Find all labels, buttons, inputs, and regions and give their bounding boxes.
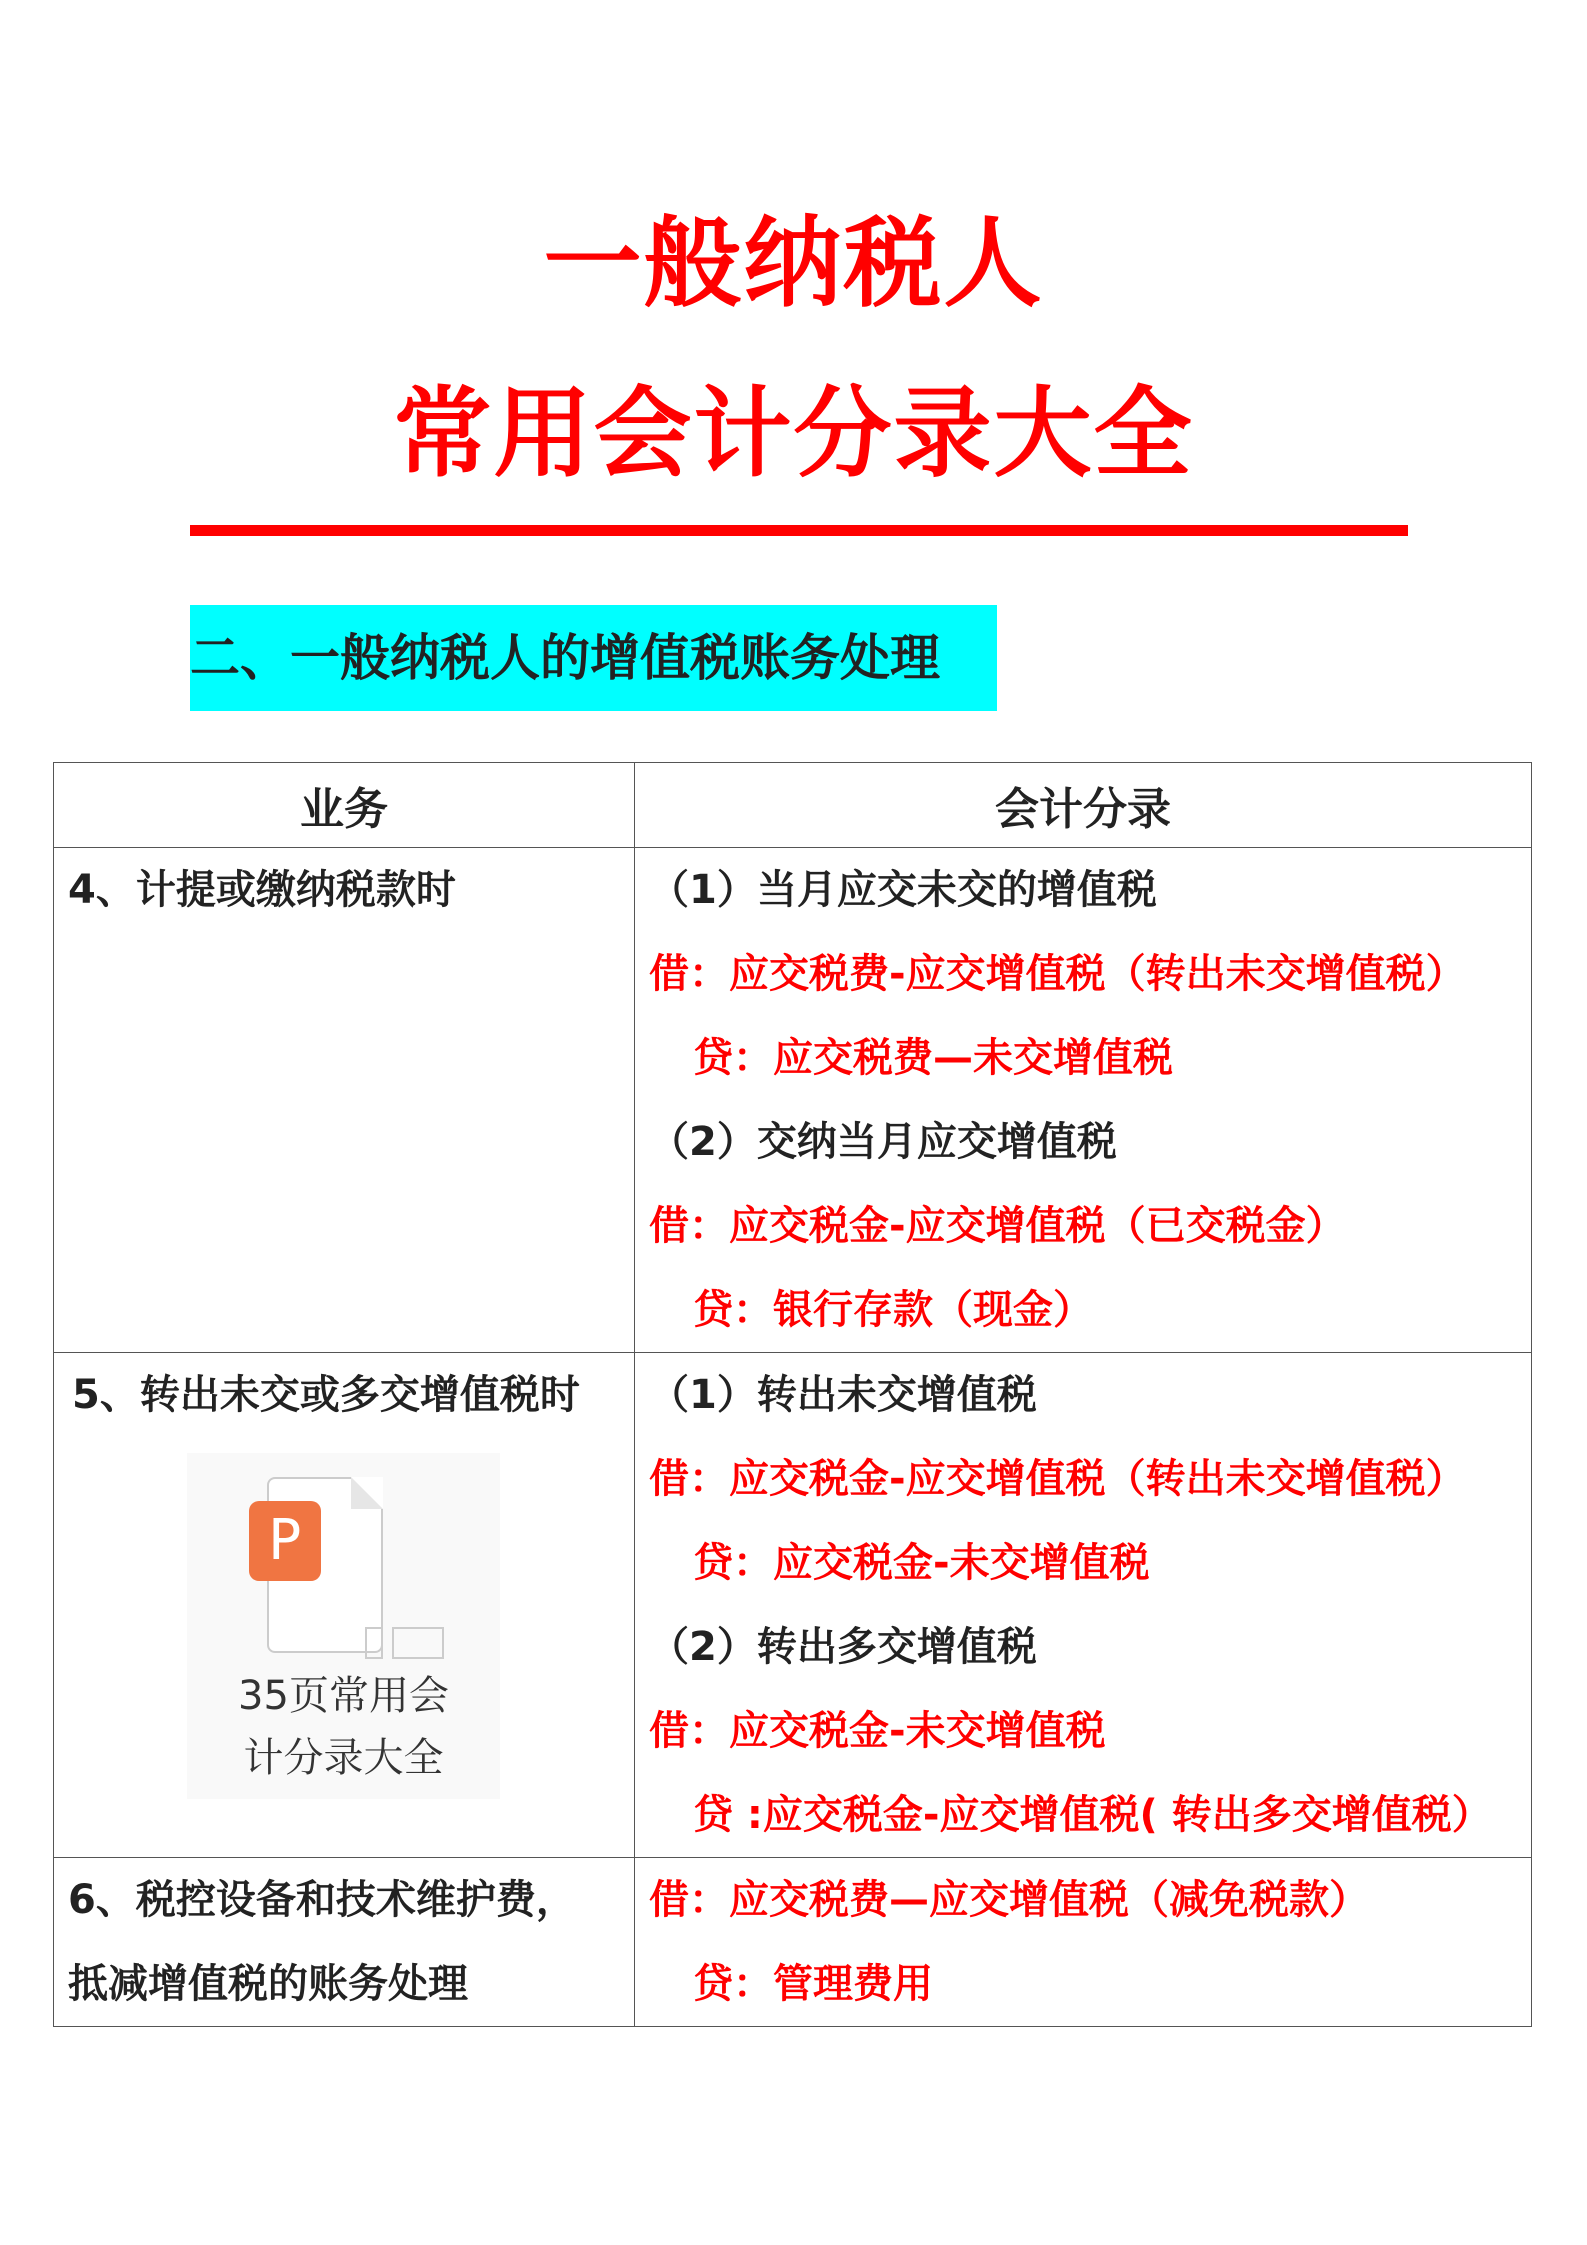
business-cell	[54, 848, 635, 1353]
accounting-entries-table	[53, 762, 1532, 2027]
entry-credit: 贷：管理费用	[693, 1961, 933, 2007]
title-line-2: 常用会计分录大全	[393, 377, 1194, 491]
entries-cell	[635, 1858, 1532, 2027]
entry-subheading: （2）交纳当月应交增值税	[649, 1119, 1117, 1165]
entry-debit: 借：应交税费-应交增值税（转出未交增值税）	[649, 951, 1466, 997]
entry-debit: 借：应交税费—应交增值税（减免税款）	[649, 1877, 1369, 1923]
entry-credit: 贷：银行存款（现金）	[693, 1287, 1093, 1333]
doc-block-icon	[365, 1627, 383, 1659]
title-line-1: 一般纳税人	[543, 207, 1044, 321]
entry-credit: 贷 :应交税金-应交增值税( 转出多交增值税）	[693, 1792, 1492, 1838]
header-business: 业务	[54, 763, 635, 848]
entries-cell	[635, 1353, 1532, 1858]
attachment-label-line: 计分录大全	[243, 1735, 444, 1781]
title-divider	[190, 525, 1408, 536]
entry-subheading: （2）转出多交增值税	[649, 1624, 1037, 1670]
table-row	[54, 1353, 1532, 1858]
attachment-file[interactable]	[187, 1453, 500, 1799]
entry-credit: 贷：应交税金-未交增值税	[693, 1540, 1150, 1586]
entry-subheading: （1）当月应交未交的增值税	[649, 867, 1157, 913]
table-row	[54, 1858, 1532, 2027]
business-text: 4、计提或缴纳税款时	[68, 867, 456, 913]
entry-subheading: （1）转出未交增值税	[649, 1372, 1037, 1418]
doc-block-icon	[392, 1627, 444, 1659]
page-fold-icon	[351, 1477, 383, 1509]
business-cell	[54, 1353, 635, 1858]
table-header-row	[54, 763, 1532, 848]
entry-debit: 借：应交税金-应交增值税（转出未交增值税）	[649, 1456, 1466, 1502]
entry-debit: 借：应交税金-应交增值税（已交税金）	[649, 1203, 1346, 1249]
business-text: 6、税控设备和技术维护费，	[68, 1877, 576, 1923]
entries-cell	[635, 848, 1532, 1353]
section-heading: 二、一般纳税人的增值税账务处理	[190, 605, 997, 711]
business-cell	[54, 1858, 635, 2027]
attachment-label	[187, 1665, 500, 1789]
header-entries: 会计分录	[635, 763, 1532, 848]
business-text: 抵减增值税的账务处理	[68, 1961, 468, 2007]
attachment-label-line: 35页常用会	[238, 1673, 449, 1719]
business-text: 5、转出未交或多交增值税时	[72, 1372, 580, 1418]
entry-credit: 贷：应交税费—未交增值税	[693, 1035, 1173, 1081]
presentation-badge-icon: P	[249, 1501, 321, 1581]
table-row	[54, 848, 1532, 1353]
entry-debit: 借：应交税金-未交增值税	[649, 1708, 1106, 1754]
